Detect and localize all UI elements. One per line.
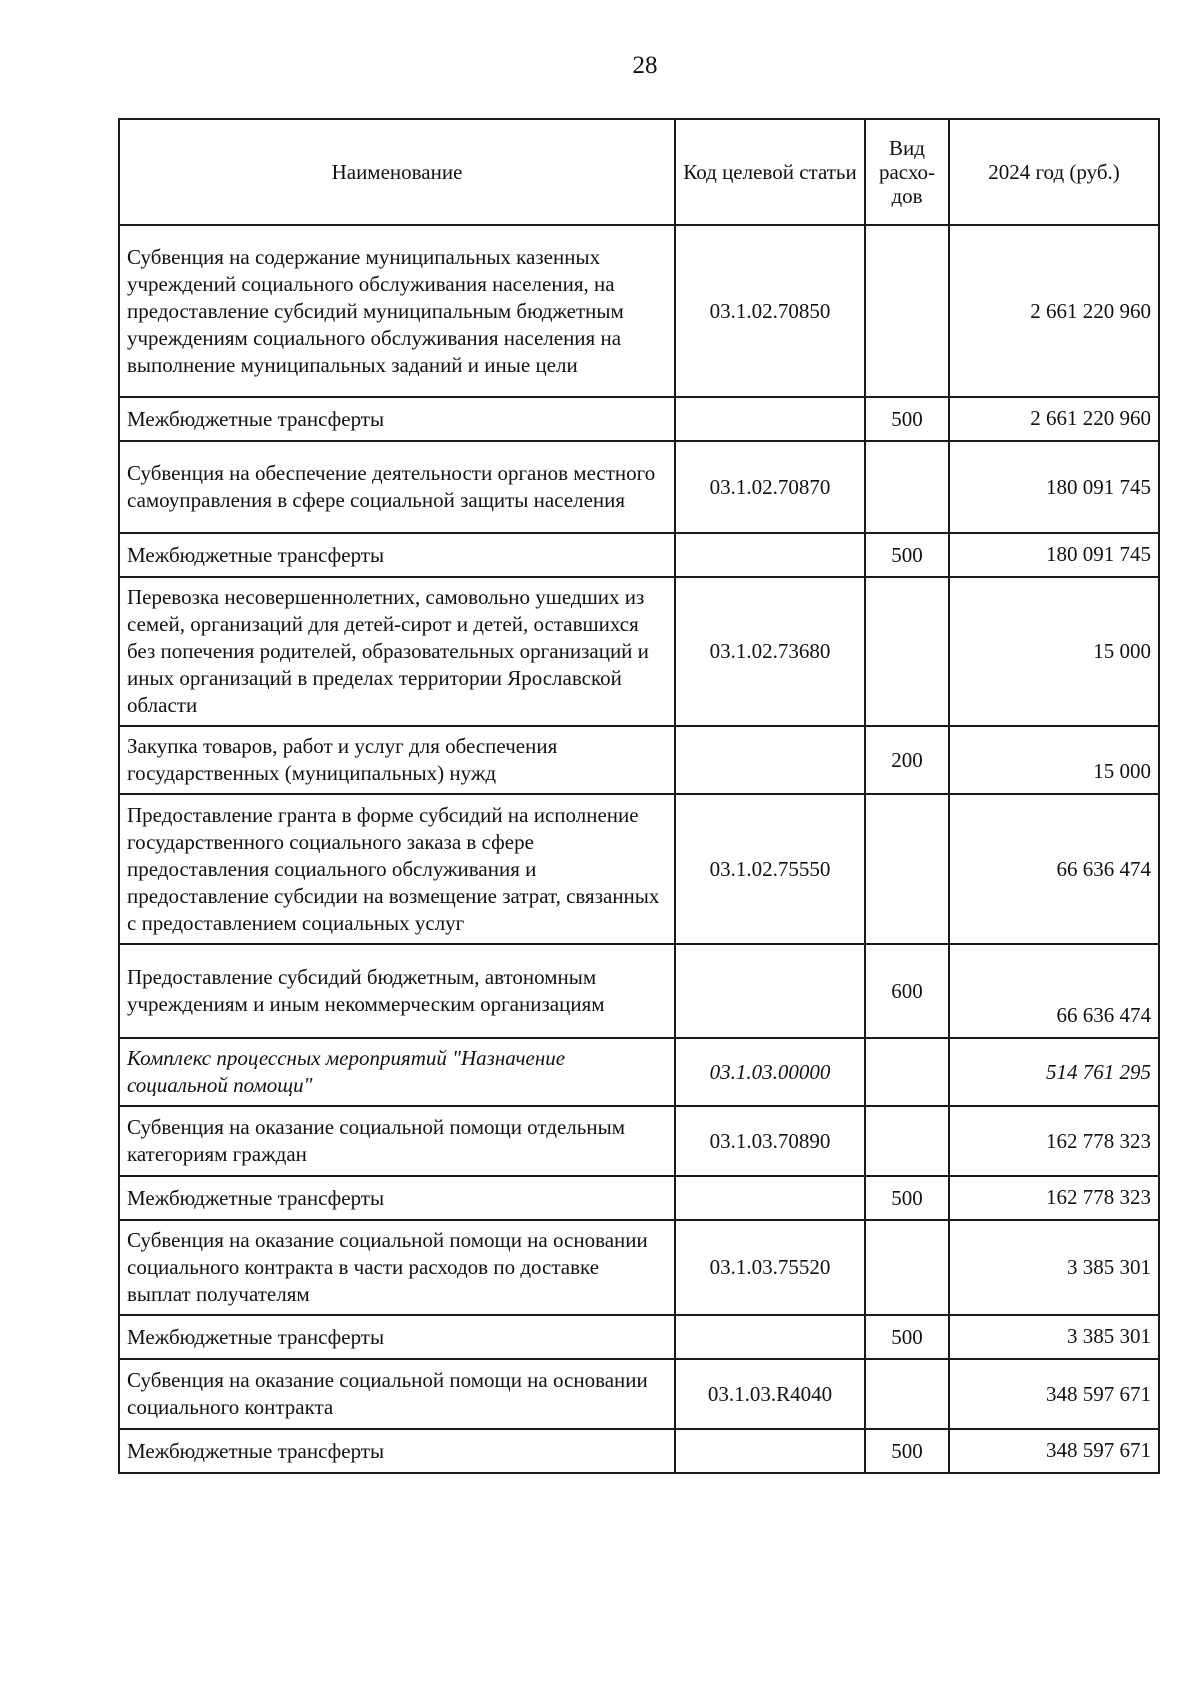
row-amount: 2 661 220 960 — [949, 225, 1159, 397]
row-amount: 15 000 — [949, 726, 1159, 794]
row-kind: 500 — [865, 533, 949, 577]
row-name: Межбюджетные трансферты — [119, 1176, 675, 1220]
row-code — [675, 1176, 865, 1220]
row-amount: 348 597 671 — [949, 1359, 1159, 1429]
row-code — [675, 944, 865, 1038]
row-code: 03.1.03.00000 — [675, 1038, 865, 1106]
table-row — [119, 794, 1159, 944]
table-row — [119, 441, 1159, 533]
row-code — [675, 726, 865, 794]
row-name: Субвенция на оказание социальной помощи на основании социального контракта — [119, 1359, 675, 1429]
budget-table — [118, 118, 1160, 1474]
table-row — [119, 1106, 1159, 1176]
table-row — [119, 1359, 1159, 1429]
row-code: 03.1.03.R4040 — [675, 1359, 865, 1429]
row-amount: 15 000 — [949, 577, 1159, 726]
table-row — [119, 1038, 1159, 1106]
row-amount: 66 636 474 — [949, 794, 1159, 944]
page-number: 28 — [632, 52, 658, 79]
row-kind: 500 — [865, 1429, 949, 1473]
row-amount: 162 778 323 — [949, 1176, 1159, 1220]
row-kind: 200 — [865, 726, 949, 794]
table-row — [119, 225, 1159, 397]
table-row — [119, 726, 1159, 794]
row-code: 03.1.03.70890 — [675, 1106, 865, 1176]
table-row — [119, 533, 1159, 577]
row-name: Субвенция на оказание социальной помощи отдельным категориям граждан — [119, 1106, 675, 1176]
row-kind — [865, 1038, 949, 1106]
row-name: Субвенция на содержание муниципальных казенных учреждений социального обслуживания населения, на предоставление субсидий муниципальным бюджетным учреждениям социального обслуживания населения на выполнение муниципальных заданий и иные цели — [119, 225, 675, 397]
row-name: Межбюджетные трансферты — [119, 1315, 675, 1359]
row-name: Предоставление субсидий бюджетным, автономным учреждениям и иным некоммерческим организациям — [119, 944, 675, 1038]
row-amount: 514 761 295 — [949, 1038, 1159, 1106]
row-code — [675, 1429, 865, 1473]
row-name: Закупка товаров, работ и услуг для обеспечения государственных (муниципальных) нужд — [119, 726, 675, 794]
row-code — [675, 1315, 865, 1359]
row-amount: 66 636 474 — [949, 944, 1159, 1038]
row-name: Субвенция на обеспечение деятельности органов местного самоуправления в сфере социальной защиты населения — [119, 441, 675, 533]
row-amount: 348 597 671 — [949, 1429, 1159, 1473]
table-row — [119, 577, 1159, 726]
row-kind — [865, 1106, 949, 1176]
table-row — [119, 1429, 1159, 1473]
row-name: Субвенция на оказание социальной помощи на основании социального контракта в части расходов по доставке выплат получателям — [119, 1220, 675, 1315]
row-name: Межбюджетные трансферты — [119, 533, 675, 577]
row-code — [675, 397, 865, 441]
header-name: Наименование — [119, 119, 675, 225]
row-name: Межбюджетные трансферты — [119, 397, 675, 441]
row-code: 03.1.02.70870 — [675, 441, 865, 533]
row-code: 03.1.02.75550 — [675, 794, 865, 944]
row-code: 03.1.03.75520 — [675, 1220, 865, 1315]
table-row — [119, 1315, 1159, 1359]
row-name: Перевозка несовершеннолетних, самовольно ушедших из семей, организаций для детей-сирот и детей, оставшихся без попечения родителей, образовательных организаций и иных организаций в пределах территории Ярославской области — [119, 577, 675, 726]
row-amount: 3 385 301 — [949, 1315, 1159, 1359]
row-amount: 180 091 745 — [949, 441, 1159, 533]
row-kind — [865, 441, 949, 533]
header-kind: Вид расхо-дов — [865, 119, 949, 225]
row-kind — [865, 577, 949, 726]
table-row — [119, 397, 1159, 441]
row-kind — [865, 225, 949, 397]
row-kind: 500 — [865, 1176, 949, 1220]
row-name: Комплекс процессных мероприятий "Назначение социальной помощи" — [119, 1038, 675, 1106]
row-name: Предоставление гранта в форме субсидий на исполнение государственного социального заказа в сфере предоставления социального обслуживания и предоставление субсидии на возмещение затрат, связанных с предоставлением социальных услуг — [119, 794, 675, 944]
table-row — [119, 944, 1159, 1038]
row-kind — [865, 794, 949, 944]
row-amount: 2 661 220 960 — [949, 397, 1159, 441]
row-amount: 180 091 745 — [949, 533, 1159, 577]
row-kind: 600 — [865, 944, 949, 1038]
row-amount: 3 385 301 — [949, 1220, 1159, 1315]
row-code — [675, 533, 865, 577]
row-kind — [865, 1220, 949, 1315]
row-kind: 500 — [865, 397, 949, 441]
row-kind — [865, 1359, 949, 1429]
table-row — [119, 1176, 1159, 1220]
header-code: Код целевой статьи — [675, 119, 865, 225]
row-amount: 162 778 323 — [949, 1106, 1159, 1176]
row-kind: 500 — [865, 1315, 949, 1359]
table-header-row — [119, 119, 1159, 225]
table-row — [119, 1220, 1159, 1315]
row-code: 03.1.02.70850 — [675, 225, 865, 397]
row-code: 03.1.02.73680 — [675, 577, 865, 726]
header-amount: 2024 год (руб.) — [949, 119, 1159, 225]
row-name: Межбюджетные трансферты — [119, 1429, 675, 1473]
